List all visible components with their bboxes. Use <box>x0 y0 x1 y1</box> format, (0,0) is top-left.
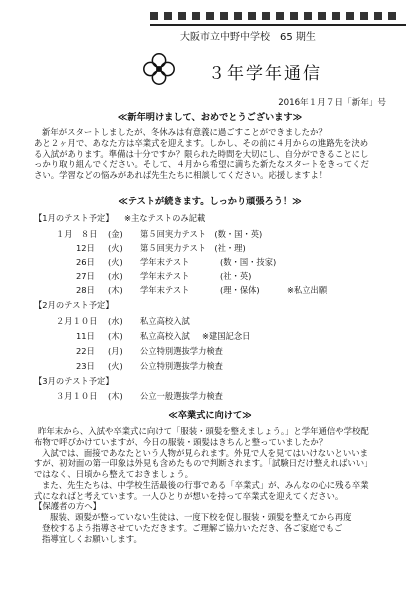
schedule-date: ３月１０日 <box>56 391 98 401</box>
guardians-label: 【保護者の方へ】 <box>34 501 101 512</box>
school-name: 大阪市立中野中学校 65 期生 <box>180 32 316 43</box>
paragraph-line: 新年がスタートしましたが、冬休みは有意義に過ごすことができましたか？ <box>42 127 327 137</box>
schedule-weekday: (水) <box>108 271 123 281</box>
section-new-year-body <box>34 127 400 181</box>
paragraph-line: さい。学習などの悩みがあれば先生たちに相談してください。応援しますよ！ <box>34 170 328 180</box>
schedule-name: 第５回実力テスト (数・国・英) <box>140 229 263 239</box>
schedule-note: ※私立出願 <box>287 285 328 295</box>
page-title: ３年学年通信 <box>208 64 322 84</box>
schedule-date: 12日 <box>76 243 95 253</box>
paragraph-line: 登校するよう指導させていただきます。ご理解ご協力いただき、各ご家庭でもご <box>42 522 343 533</box>
schedule-date: １月 ８日 <box>56 229 98 239</box>
schedule-weekday: (木) <box>108 331 123 341</box>
paragraph-line: 式になればと考えています。一人ひとりが想いを持って卒業式を迎えてください。 <box>34 490 344 501</box>
schedule-name: 私立高校入試 <box>140 316 190 326</box>
paragraph-line: あと２ヶ月で、あなた方は卒業式を迎えます。しかし、その前に４月からの進路先を決め <box>34 137 369 148</box>
paragraph-line: ではなく、日頃から整えておきましょう。 <box>34 469 193 479</box>
header-rule <box>150 24 406 26</box>
section-tests-heading: ≪テストが続きます。しっかり頑張ろう！≫ <box>118 196 302 207</box>
schedule-name: 学年末テスト <box>140 271 190 281</box>
schedule-date: 11日 <box>76 331 95 341</box>
schedule-subjects: (数・国・技家) <box>220 257 277 267</box>
schedule-weekday: (水) <box>108 316 123 326</box>
paragraph-line: 服装、頭髪が整っていない生徒は、一度下校を促し服装・頭髪を整えてから再度 <box>50 512 352 522</box>
schedule-weekday: (木) <box>108 285 123 295</box>
newsletter-header <box>60 10 406 108</box>
schedule-date: 28日 <box>76 285 95 295</box>
feb-label: 【2月のテスト予定】 <box>34 300 114 310</box>
schedule-subjects: (理・保体) <box>220 285 260 295</box>
schedule-name: 学年末テスト <box>140 257 190 267</box>
paragraph-line: 指導宜しくお願いします。 <box>42 533 142 544</box>
paragraph-line: る入試があります。準備は十分ですか？限られた時間を大切にし、自分ができることにし <box>34 148 369 159</box>
jan-note: ※主なテストのみ記載 <box>124 213 206 223</box>
section-new-year-heading: ≪新年明けまして、おめでとうございます≫ <box>117 112 303 123</box>
jan-label: 【1月のテスト予定】 <box>34 213 114 223</box>
schedule-subjects: (社・英) <box>220 271 252 281</box>
schedule-date: 27日 <box>76 271 95 281</box>
paragraph-line: すが、初対面の第一印象は外見も含めたもので判断されます。「試験日だけ整えればいい」 <box>34 458 373 469</box>
schedule-weekday: (火) <box>108 243 123 253</box>
schedule-weekday: (月) <box>108 346 123 356</box>
schedule-date: 23日 <box>76 361 95 371</box>
schedule-name: 公立一般選抜学力検査 <box>140 391 223 401</box>
schedule-name: 学年末テスト <box>140 285 190 295</box>
section-graduation-body <box>34 426 400 544</box>
schedule-date: 26日 <box>76 257 95 267</box>
paragraph-line: 入試では、面接であなたという人物が見られます。外見で人を見てはいけないといいま <box>42 447 368 458</box>
schedule-name: 公立特別選抜学力検査 <box>140 346 223 356</box>
paragraph-line: また、先生たちは、中学校生活最後の行事である「卒業式」が、みんなの心に残る卒業 <box>42 479 369 490</box>
paragraph-line: 昨年末から、入試や卒業式に向けて「服装・頭髪を整えましょう。」と学年通信や学校配 <box>38 426 369 436</box>
section-graduation-heading: ≪卒業式に向けて≫ <box>168 410 252 421</box>
schedule-weekday: (木) <box>108 391 123 401</box>
schedule-name: 公立特別選抜学力検査 <box>140 361 223 371</box>
issue-date: 2016年１月７日「新年」号 <box>278 98 386 108</box>
schedule-weekday: (金) <box>108 229 123 239</box>
schedule-date: ２月１０日 <box>56 316 98 326</box>
paragraph-line: っかり取り組んでください。そして、４月から希望に満ちた新たなスタートをきってくだ <box>34 159 369 170</box>
schedule-name: 第５回実力テスト (社・理) <box>140 243 246 253</box>
mar-label: 【3月のテスト予定】 <box>34 376 114 386</box>
school-emblem-icon <box>140 50 178 88</box>
schedule-date: 22日 <box>76 346 95 356</box>
schedule-name: 私立高校入試 <box>140 331 190 341</box>
schedule-weekday: (火) <box>108 361 123 371</box>
schedule-note: ※建国記念日 <box>202 331 251 341</box>
paragraph-line: 布物で呼びかけていますが、今日の服装・頭髪はきちんと整っていましたか？ <box>34 436 328 447</box>
schedule-weekday: (火) <box>108 257 123 267</box>
